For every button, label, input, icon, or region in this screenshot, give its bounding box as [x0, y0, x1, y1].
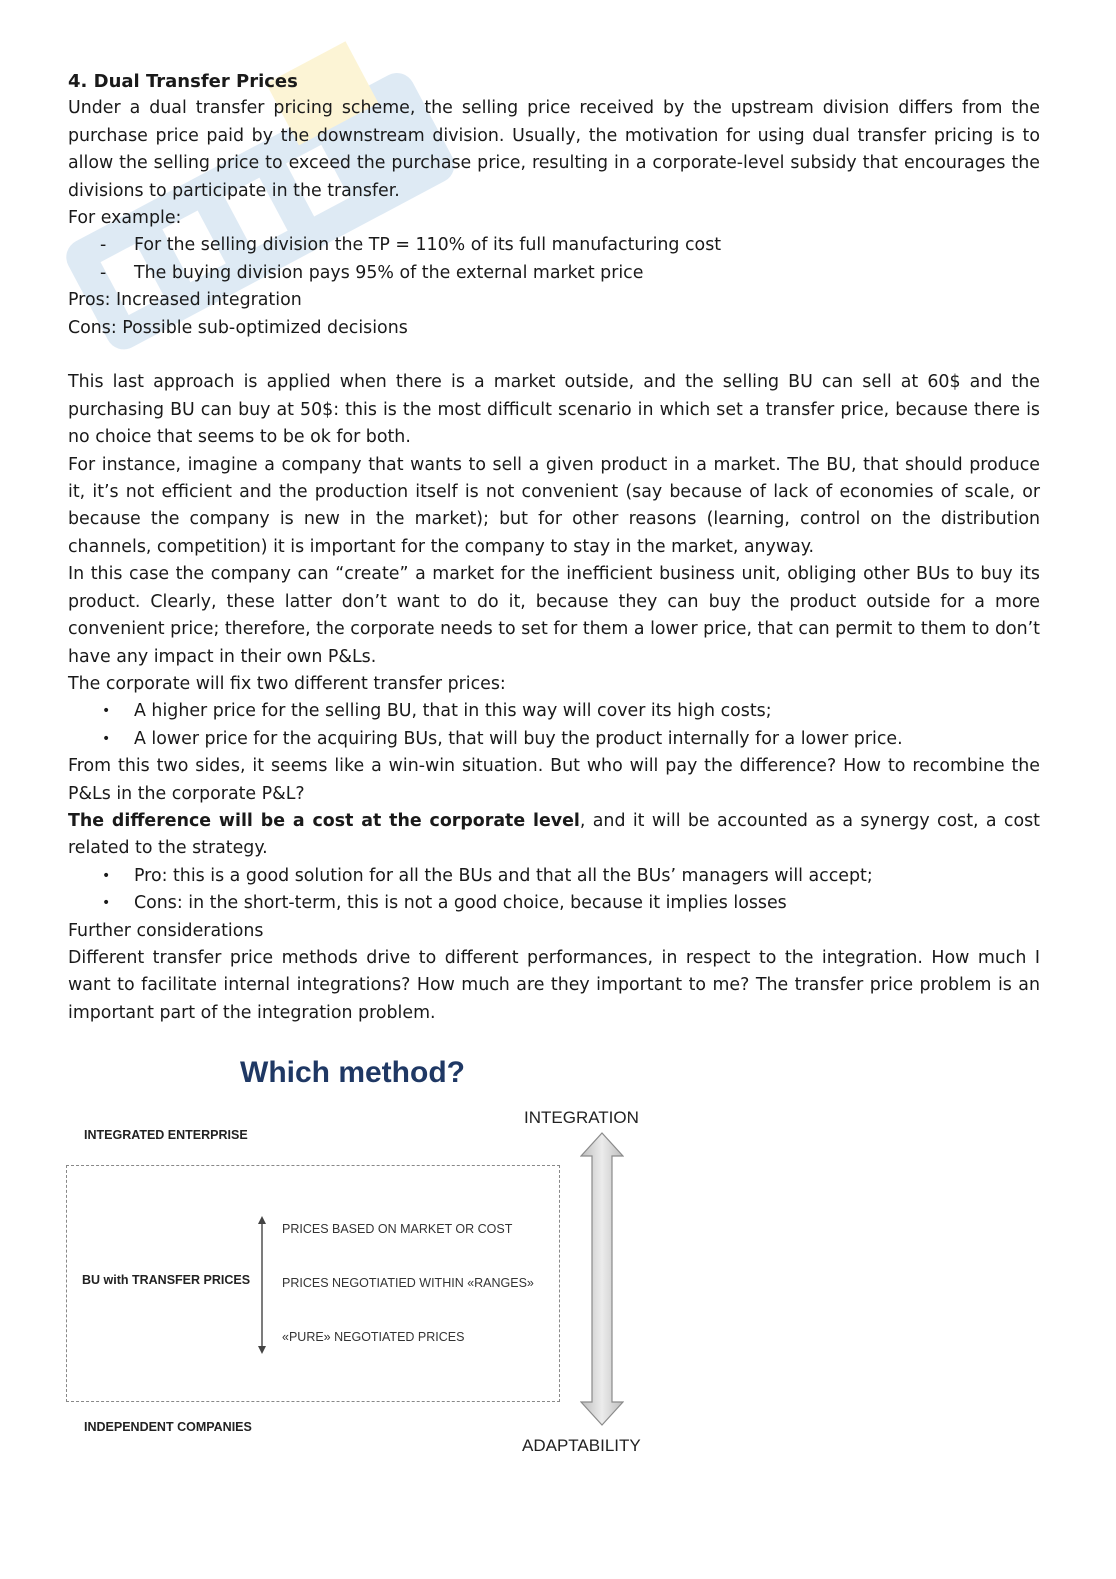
method-market-or-cost: PRICES BASED ON MARKET OR COST: [282, 1222, 513, 1236]
pro-con-list: [68, 863, 1040, 918]
further-considerations-heading: Further considerations: [68, 920, 264, 941]
paragraph-corporate-cost: The difference will be a cost at the corporate level, and it will be accounted as a synergy cost, a cost related to the strategy.: [68, 810, 1040, 859]
example-label: For example:: [68, 208, 182, 229]
document-body: [68, 68, 1040, 1027]
paragraph-two-prices: The corporate will fix two different transfer prices:: [68, 673, 506, 694]
cons-line: Cons: Possible sub-optimized decisions: [68, 317, 408, 338]
method-pure-negotiated: «PURE» NEGOTIATED PRICES: [282, 1330, 465, 1344]
bullet-marker: •: [102, 895, 111, 912]
independent-companies-label: INDEPENDENT COMPANIES: [84, 1420, 252, 1434]
list-item: • Pro: this is a good solution for all the BUs and that all the BUs’ managers will accept;: [68, 863, 1040, 890]
section-title: 4. Dual Transfer Prices: [68, 71, 298, 92]
paragraph-market: This last approach is applied when there is a market outside, and the selling BU can sell at 60$ and the purchasing BU can buy at 50$: this is the most difficult scenario in which set a transfer price, because there is no choice that seems to be ok for both.: [68, 372, 1040, 448]
example-list: [68, 232, 1040, 287]
list-item: - For the selling division the TP = 110% of its full manufacturing cost: [68, 232, 1040, 259]
adaptability-axis-label: ADAPTABILITY: [522, 1436, 641, 1455]
dash-marker: -: [100, 262, 107, 283]
pros-line: Pros: Increased integration: [68, 290, 302, 311]
paragraph-win-win: From this two sides, it seems like a win-win situation. But who will pay the difference? How to recombine the P&Ls in the corporate P&L?: [68, 756, 1040, 804]
method-negotiated-ranges: PRICES NEGOTIATIED WITHIN «RANGES»: [282, 1276, 534, 1290]
paragraph-create-market: In this case the company can “create” a market for the inefficient business unit, obliging other BUs to buy its product. Clearly, these latter don’t want to do it, because they can buy the product outside for a more convenient price; therefore, the corporate needs to set for them a lower price, that can permit to them to don’t have any impact in their own P&Ls.: [68, 564, 1040, 667]
price-list: [68, 698, 1040, 753]
integrated-enterprise-label: INTEGRATED ENTERPRISE: [84, 1128, 248, 1142]
bullet-marker: •: [102, 867, 111, 884]
list-item: • A higher price for the selling BU, that in this way will cover its high costs;: [68, 698, 1040, 725]
bullet-marker: •: [102, 730, 111, 747]
which-method-figure: [62, 1050, 662, 1470]
paragraph-integration: Different transfer price methods drive to different performances, in respect to the integration. How much I want to facilitate internal integrations? How much are they important to me? The transfer price problem is an important part of the integration problem.: [68, 947, 1040, 1023]
integration-axis-label: INTEGRATION: [524, 1108, 639, 1127]
list-item: • A lower price for the acquiring BUs, that will buy the product internally for a lower price.: [68, 726, 1040, 753]
paragraph-instance: For instance, imagine a company that wants to sell a given product in a market. The BU, that should produce it, it’s not efficient and the production itself is not convenient (say because of lack of economies of scale, or because the company is new in the market); but for other reasons (learning, control on the distribution channels, competition) it is important for the company to stay in the market, anyway.: [68, 454, 1040, 557]
bu-transfer-prices-label: BU with TRANSFER PRICES: [82, 1273, 251, 1287]
method-range-arrow-icon: [254, 1215, 270, 1355]
dash-marker: -: [100, 235, 107, 256]
integration-adaptability-arrow-icon: [580, 1132, 624, 1426]
list-item: • Cons: in the short-term, this is not a good choice, because it implies losses: [68, 890, 1040, 917]
bullet-marker: •: [102, 703, 111, 720]
intro-paragraph: Under a dual transfer pricing scheme, the selling price received by the upstream division differs from the purchase price paid by the downstream division. Usually, the motivation for using dual transfer pricing is to allow the selling price to exceed the purchase price, resulting in a corporate-level subsidy that encourages the divisions to participate in the transfer.: [68, 98, 1040, 201]
list-item: - The buying division pays 95% of the external market price: [68, 260, 1040, 287]
figure-title: Which method?: [240, 1056, 465, 1089]
